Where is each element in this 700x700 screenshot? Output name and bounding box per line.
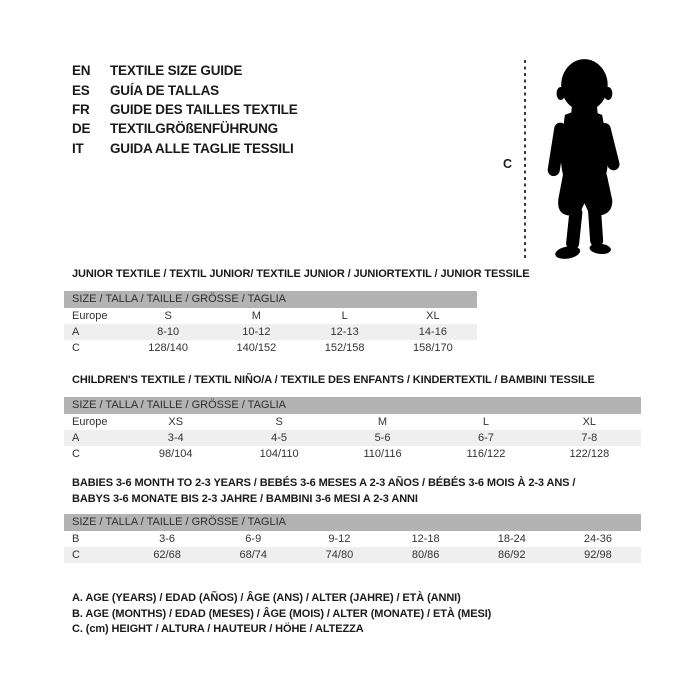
size-cell: XL: [426, 310, 440, 322]
size-cell: 7-8: [581, 432, 598, 444]
size-cell: M: [251, 310, 261, 322]
language-label: TEXTILGRÖßENFÜHRUNG: [110, 121, 278, 137]
table-row: [64, 414, 641, 430]
row-label: C: [72, 448, 80, 460]
row-label: C: [72, 549, 80, 561]
size-cell: 4-5: [271, 432, 288, 444]
language-label: GUIDE DES TAILLES TEXTILE: [110, 101, 298, 117]
row-label: Europe: [72, 310, 108, 322]
size-cell: 14-16: [418, 326, 447, 338]
table-row: [64, 547, 641, 563]
size-cell: 110/116: [363, 448, 402, 460]
size-cell: S: [164, 310, 172, 322]
table-row: [64, 446, 641, 462]
size-cell: 6-9: [245, 533, 262, 545]
language-label: GUÍA DE TALLAS: [110, 82, 219, 98]
size-cell: S: [275, 416, 283, 428]
row-label: A: [72, 326, 80, 338]
size-cell: XS: [168, 416, 184, 428]
size-cell: 98/104: [158, 448, 193, 460]
language-code: ES: [72, 82, 90, 98]
size-cell: 104/110: [259, 448, 299, 460]
language-code: EN: [72, 63, 91, 79]
size-cell: L: [482, 416, 489, 428]
table-row: [64, 430, 641, 446]
size-cell: 62/68: [153, 549, 181, 561]
table-header-bar: SIZE / TALLA / TAILLE / GRÖSSE / TAGLIA: [64, 514, 641, 531]
size-cell: 140/152: [236, 342, 277, 354]
language-code: FR: [72, 101, 90, 117]
babies-size-table: [64, 514, 641, 563]
row-label: C: [72, 342, 80, 354]
language-code: DE: [72, 121, 91, 137]
children-size-table: [64, 397, 641, 462]
size-cell: 80/86: [411, 549, 440, 561]
language-code: IT: [72, 140, 84, 156]
size-cell: 8-10: [157, 326, 180, 338]
language-label: TEXTILE SIZE GUIDE: [110, 63, 243, 79]
size-cell: 3-4: [167, 432, 184, 444]
table-row: [64, 324, 477, 340]
babies-heading-line2: BABYS 3-6 MONATE BIS 2-3 JAHRE / BAMBINI 3-6 MESI A 2-3 ANNI: [72, 492, 418, 505]
junior-size-table: [64, 291, 477, 356]
size-cell: 24-36: [583, 533, 613, 545]
footnote-c: C. (cm) HEIGHT / ALTURA / HAUTEUR / HÖHE / ALTEZZA: [72, 623, 364, 636]
height-dashed-line: [524, 60, 526, 258]
children-section-heading: CHILDREN'S TEXTILE / TEXTIL NIÑO/A / TEXTILE DES ENFANTS / KINDERTEXTIL / BAMBINI TESSILE: [72, 374, 595, 386]
row-label: Europe: [72, 416, 108, 428]
baby-silhouette-icon: [537, 54, 630, 266]
size-cell: 5-6: [374, 432, 391, 444]
table-header-bar: SIZE / TALLA / TAILLE / GRÖSSE / TAGLIA: [64, 291, 477, 308]
footnotes: [72, 591, 491, 638]
size-cell: L: [341, 310, 348, 322]
size-cell: 9-12: [328, 533, 351, 545]
size-cell: 92/98: [584, 549, 612, 561]
size-cell: M: [377, 416, 388, 428]
table-header-bar: SIZE / TALLA / TAILLE / GRÖSSE / TAGLIA: [64, 397, 641, 414]
size-cell: 116/122: [466, 448, 506, 460]
table-row: [64, 308, 477, 324]
size-cell: 12-18: [411, 533, 440, 545]
size-cell: 74/80: [325, 549, 354, 561]
size-cell: 86/92: [498, 549, 526, 561]
size-cell: 158/170: [412, 342, 453, 354]
babies-section-heading: [72, 476, 575, 507]
footnote-a: A. AGE (YEARS) / EDAD (AÑOS) / ÂGE (ANS) / ALTER (JAHRE) / ETÀ (ANNI): [72, 592, 461, 604]
row-label: B: [72, 533, 80, 545]
height-marker-label: C: [503, 157, 513, 171]
size-cell: 18-24: [497, 533, 526, 545]
size-cell: 6-7: [477, 432, 494, 444]
babies-heading-line1: BABIES 3-6 MONTH TO 2-3 YEARS / BEBÉS 3-6 MESES A 2-3 AÑOS / BÉBÉS 3-6 MOIS À 2-3 ANS /: [72, 477, 576, 489]
size-cell: 128/140: [148, 342, 188, 354]
size-cell: 68/74: [239, 549, 268, 561]
table-row: [64, 531, 641, 547]
language-list: [72, 61, 298, 158]
footnote-b: B. AGE (MONTHS) / EDAD (MESES) / ÂGE (MOIS) / ALTER (MONATE) / ETÀ (MESI): [72, 607, 492, 620]
table-row: [64, 340, 477, 356]
size-cell: 122/128: [569, 448, 610, 460]
size-cell: 3-6: [159, 533, 176, 545]
size-cell: 10-12: [242, 326, 271, 338]
size-cell: 152/158: [324, 342, 365, 354]
junior-section-heading: JUNIOR TEXTILE / TEXTIL JUNIOR/ TEXTILE JUNIOR / JUNIORTEXTIL / JUNIOR TESSILE: [72, 268, 530, 280]
language-label: GUIDA ALLE TAGLIE TESSILI: [110, 140, 294, 156]
size-cell: 12-13: [330, 326, 359, 338]
size-cell: XL: [582, 416, 597, 428]
row-label: A: [72, 432, 80, 444]
